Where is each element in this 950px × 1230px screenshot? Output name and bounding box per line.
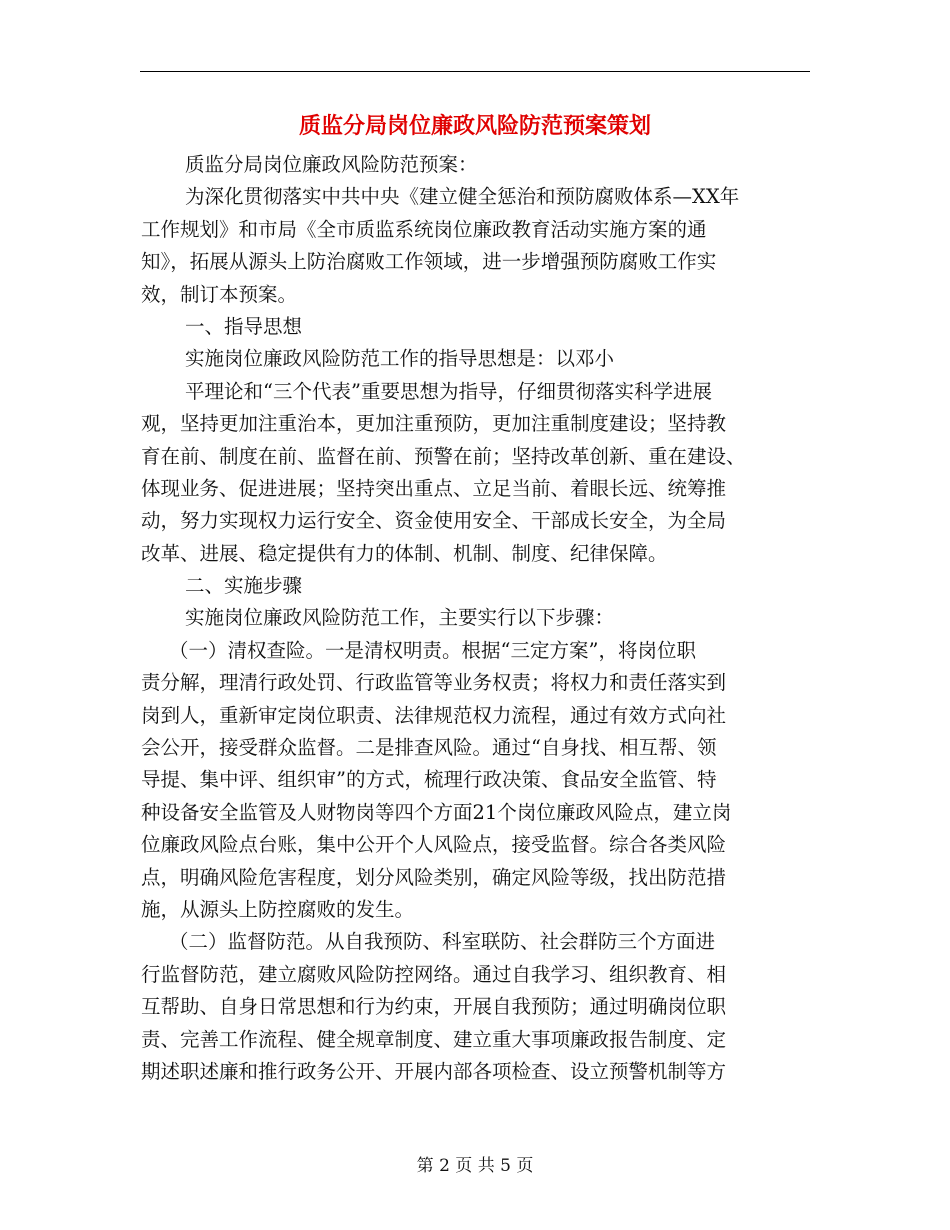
body-line: 行监督防范，建立腐败风险防控网络。通过自我学习、组织教育、相 [141, 962, 727, 986]
body-line: 互帮助、自身日常思想和行为约束，开展自我预防；通过明确岗位职 [141, 995, 727, 1019]
body-line: 施，从源头上防控腐败的发生。 [141, 897, 415, 921]
body-line: 知》，拓展从源头上防治腐败工作领域，进一步增强预防腐败工作实 [141, 250, 717, 274]
body-line: 体现业务、促进进展；坚持突出重点、立足当前、着眼长远、统筹推 [141, 476, 727, 500]
body-line: 会公开，接受群众监督。二是排查风险。通过“自身找、相互帮、领 [141, 736, 717, 760]
header-rule [140, 71, 810, 72]
body-line: 动，努力实现权力运行安全、资金使用安全、干部成长安全，为全局 [141, 509, 727, 533]
body-line: 质监分局岗位廉政风险防范预案： [185, 153, 478, 176]
body-line: 育在前、制度在前、监督在前、预警在前；坚持改革创新、重在建设、 [141, 444, 746, 468]
body-line: 改革、进展、稳定提供有力的体制、机制、制度、纪律保障。 [141, 541, 668, 565]
body-line: 工作规划》和市局《全市质监系统岗位廉政教育活动实施方案的通 [141, 217, 707, 241]
body-line: （一）清权查险。一是清权明责。根据“三定方案”，将岗位职 [169, 638, 696, 662]
document-title: 质监分局岗位廉政风险防范预案策划 [298, 113, 651, 139]
body-line: 实施岗位廉政风险防范工作的指导思想是：以邓小 [185, 347, 615, 371]
body-line: 责、完善工作流程、健全规章制度、建立重大事项廉政报告制度、定 [141, 1027, 727, 1051]
body-line: 观，坚持更加注重治本，更加注重预防，更加注重制度建设；坚持教 [141, 412, 727, 436]
body-line: 效，制订本预案。 [141, 282, 298, 306]
body-line: 平理论和“三个代表”重要思想为指导，仔细贯彻落实科学进展 [185, 379, 712, 403]
page-footer: 第 2 页 共 5 页 [416, 1156, 534, 1176]
body-line: 责分解，理清行政处罚、行政监管等业务权责；将权力和责任落实到 [141, 671, 727, 695]
body-line: 二、实施步骤 [185, 574, 303, 598]
body-line: 期述职述廉和推行政务公开、开展内部各项检查、设立预警机制等方 [141, 1059, 727, 1083]
body-line: 位廉政风险点台账，集中公开个人风险点，接受监督。综合各类风险 [141, 833, 727, 857]
body-line: 岗到人，重新审定岗位职责、法律规范权力流程，通过有效方式向社 [141, 703, 727, 727]
document-body [141, 149, 813, 1088]
body-line: 导提、集中评、组织审”的方式，梳理行政决策、食品安全监管、特 [141, 768, 717, 792]
body-line: 一、指导思想 [185, 314, 303, 338]
body-line: 实施岗位廉政风险防范工作，主要实行以下步骤： [185, 606, 615, 630]
body-line: 点，明确风险危害程度，划分风险类别，确定风险等级，找出防范措 [141, 865, 727, 889]
body-line: 为深化贯彻落实中共中央《建立健全惩治和预防腐败体系—XX年 [185, 185, 740, 209]
body-line: （二）监督防范。从自我预防、科室联防、社会群防三个方面进 [169, 930, 716, 954]
body-line: 种设备安全监管及人财物岗等四个方面21个岗位廉政风险点，建立岗 [141, 800, 732, 824]
